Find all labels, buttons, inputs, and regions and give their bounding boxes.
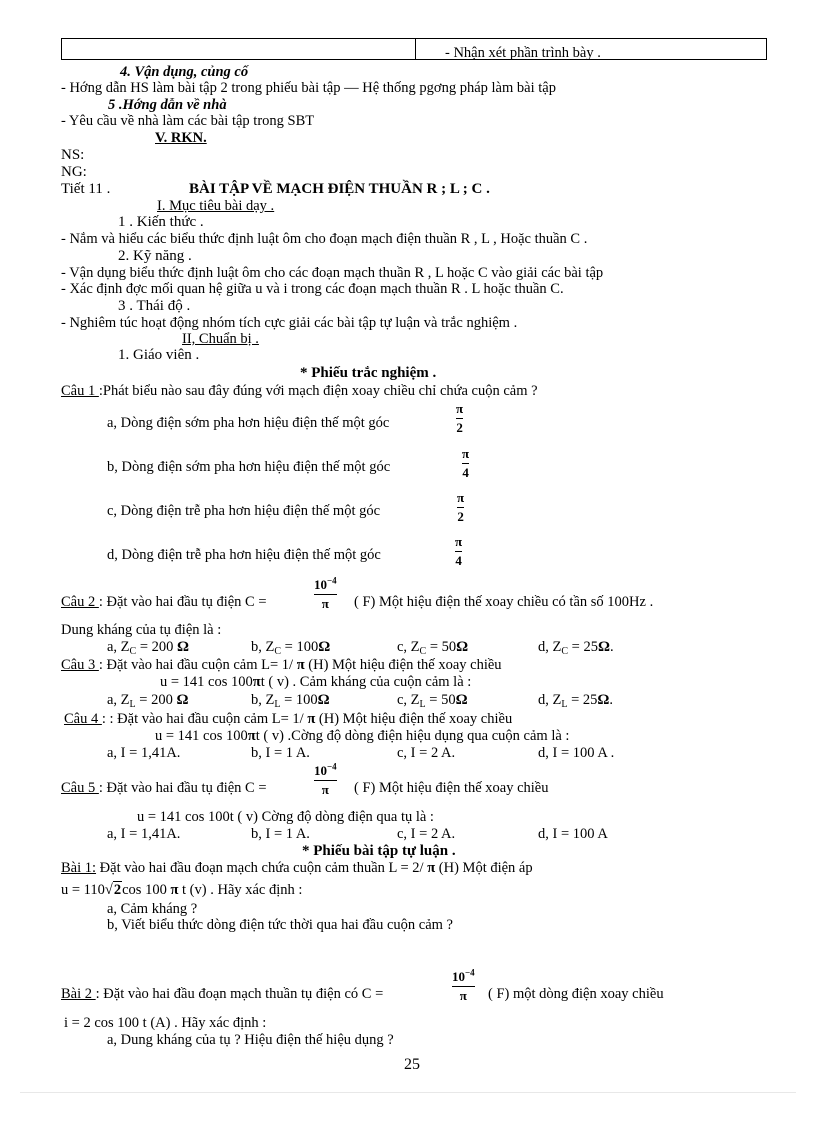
exercise-2-question-a: a, Dung kháng của tụ ? Hiệu điện thế hiệu dụng ? xyxy=(107,1032,394,1048)
pi-symbol: π xyxy=(296,657,305,673)
question-1-label: Câu 1 xyxy=(61,383,99,399)
exercise-2: Bài 2 : Đặt vào hai đầu đoạn mạch thuần tụ điện có C = xyxy=(61,986,384,1002)
table-cell-text: - Nhận xét phần trình bày . xyxy=(445,45,601,61)
q3-option-b: b, $Z_L = 100\Omega$ xyxy=(251,692,330,710)
q4-option-b: b, I = 1 A. xyxy=(251,745,310,761)
fraction-denominator: 2 xyxy=(457,509,464,524)
question-2-rest: ( F) Một hiệu điện thế xoay chiều có tần số 100Hz . xyxy=(354,594,654,610)
question-2 xyxy=(61,594,267,610)
q3-option-a: a, $Z_L = 200$ Ω xyxy=(107,692,189,710)
teacher-heading: 1. Giáo viên . xyxy=(118,347,200,363)
knowledge-text: - Nắm và hiểu các biểu thức định luật ôm cho đoạn mạch điện thuần R , L , Hoặc thuần C . xyxy=(61,231,588,247)
exercise-2-rest: ( F) một dòng điện xoay chiều xyxy=(488,986,664,1002)
skills-heading: 2. Kỹ năng . xyxy=(118,248,192,264)
fraction-numerator: $10^{-4}$ xyxy=(452,967,475,984)
section-heading-apply: 4. Vận dụng, củng cố xyxy=(120,64,249,80)
question-1-text: :Phát biểu nào sau đây đúng với mạch điện xoay chiều chỉ chứa cuộn cảm ? xyxy=(98,383,538,399)
question-5-label: Câu 5 xyxy=(61,780,99,796)
pi-symbol: π xyxy=(307,711,316,727)
q1-option-c: c, Dòng điện trễ pha hơn hiệu điện thế một góc xyxy=(107,503,381,519)
q2-capacitance-fraction xyxy=(314,575,337,611)
question-2-label: Câu 2 xyxy=(61,594,99,610)
question-4: Câu 4 : : Đặt vào hai đầu cuộn cảm L= 1/ π (H) Một hiệu điện thế xoay chiều xyxy=(64,711,513,727)
prep-heading: II, Chuẩn bị . xyxy=(182,331,259,347)
q4-option-c: c, I = 2 A. xyxy=(397,745,456,761)
question-5-rest: ( F) Một hiệu điện thế xoay chiều xyxy=(354,780,549,796)
question-4-equation: u = 141 cos 100πt ( v) .Cờng độ dòng điện hiệu dụng qua cuộn cảm là : xyxy=(155,728,570,744)
ns-label: NS: xyxy=(61,147,85,163)
question-3: Câu 3 : Đặt vào hai đầu cuộn cảm L= 1/ π (H) Một hiệu điện thế xoay chiều xyxy=(61,657,502,673)
q5-option-b: b, I = 1 A. xyxy=(251,826,310,842)
exercise-2-label: Bài 2 xyxy=(61,986,96,1002)
exercise-1-question-a: a, Cảm kháng ? xyxy=(107,901,198,917)
section-heading-homework: 5 .Hớng dẫn về nhà xyxy=(108,97,227,113)
q2-option-a: a, $Z_C = 200$ Ω xyxy=(107,639,190,657)
question-2-text: : Đặt vào hai đầu tụ điện C = xyxy=(98,594,267,610)
question-2-line-2: Dung kháng của tụ điện là : xyxy=(61,622,222,638)
question-5: Câu 5 : Đặt vào hai đầu tụ điện C = xyxy=(61,780,267,796)
q1-option-b: b, Dòng điện sớm pha hơn hiệu điện thế một góc xyxy=(107,459,391,475)
ng-label: NG: xyxy=(61,164,87,180)
rkn-heading: V. RKN. xyxy=(155,130,207,146)
q4-option-d: d, I = 100 A . xyxy=(538,745,615,761)
q2-option-b: b, $Z_C = 100\Omega$ xyxy=(251,639,331,657)
pi-symbol: π xyxy=(427,860,436,876)
knowledge-heading: 1 . Kiến thức . xyxy=(118,214,204,230)
skills-text-1: - Vận dụng biểu thức định luật ôm cho các đoạn mạch thuần R , L hoặc C vào giải các bài tập xyxy=(61,265,604,281)
skills-text-2: - Xác định đợc mối quan hệ giữa u và i trong các đoạn mạch thuần R . L hoặc thuần C. xyxy=(61,281,564,297)
fraction-numerator: π xyxy=(462,446,470,461)
q1-option-a: a, Dòng điện sớm pha hơn hiệu điện thế một góc xyxy=(107,415,390,431)
q2-option-d: d, $Z_C = 25\Omega$. xyxy=(538,639,614,657)
homework-text: - Yêu cầu về nhà làm các bài tập trong SBT xyxy=(61,113,315,129)
q5-option-a: a, I = 1,41A. xyxy=(107,826,181,842)
q2-option-c: c, $Z_C = 50\Omega$ xyxy=(397,639,469,657)
q1-option-b-fraction xyxy=(462,447,469,480)
objectives-heading: I. Mục tiêu bài dạy . xyxy=(157,198,275,214)
question-1 xyxy=(61,383,538,399)
exercise-1-question-b: b, Viết biểu thức dòng điện tức thời qua hai đầu cuộn cảm ? xyxy=(107,917,453,933)
fraction-denominator: 2 xyxy=(456,420,463,435)
mcq-heading: * Phiếu trắc nghiệm . xyxy=(300,365,437,381)
exercise-1-label: Bài 1: xyxy=(61,860,97,876)
q1-option-c-fraction xyxy=(457,491,464,524)
fraction-denominator: π xyxy=(321,782,329,797)
q1-option-d: d, Dòng điện trễ pha hơn hiệu điện thế một góc xyxy=(107,547,381,563)
q5-capacitance-fraction xyxy=(314,761,337,797)
q3-option-d: d, $Z_L = 25\Omega$. xyxy=(538,692,614,710)
q5-option-d: d, I = 100 A xyxy=(538,826,608,842)
page-number: 25 xyxy=(404,1056,420,1073)
fraction-denominator: π xyxy=(321,596,329,611)
previous-table-row xyxy=(61,38,767,60)
q1-option-d-fraction xyxy=(455,535,462,568)
question-5-equation: u = 141 cos 100t ( v) Cờng độ dòng điện qua tụ là : xyxy=(137,809,434,825)
fraction-numerator: $10^{-4}$ xyxy=(314,575,337,592)
q4-option-a: a, I = 1,41A. xyxy=(107,745,181,761)
attitude-heading: 3 . Thái độ . xyxy=(118,298,191,314)
q3-option-c: c, $Z_L = 50\Omega$ xyxy=(397,692,468,710)
lesson-number: Tiết 11 . xyxy=(61,181,111,197)
question-4-label: Câu 4 xyxy=(64,711,102,727)
fraction-numerator: $10^{-4}$ xyxy=(314,761,337,778)
exercise-2-equation: i = 2 cos 100 t (A) . Hãy xác định : xyxy=(64,1015,267,1031)
exercise-1: Bài 1: Đặt vào hai đầu đoạn mạch chứa cuộn cảm thuần L = 2/ π (H) Một điện áp xyxy=(61,860,533,876)
essay-heading: * Phiếu bài tập tự luận . xyxy=(302,843,456,859)
q5-option-c: c, I = 2 A. xyxy=(397,826,456,842)
fraction-denominator: 4 xyxy=(462,465,469,480)
fraction-denominator: π xyxy=(459,988,467,1003)
apply-text: - Hớng dẫn HS làm bài tập 2 trong phiếu bài tập — Hệ thống pgơng pháp làm bài tập xyxy=(61,80,556,96)
fraction-denominator: 4 xyxy=(455,553,462,568)
table-divider xyxy=(415,39,416,59)
bai2-capacitance-fraction xyxy=(452,967,475,1003)
attitude-text: - Nghiêm túc hoạt động nhóm tích cực giải các bài tập tự luận và trắc nghiệm . xyxy=(61,315,518,331)
exercise-1-equation: u = 110√2cos 100 π t (v) . Hãy xác định : xyxy=(61,882,303,898)
question-3-label: Câu 3 xyxy=(61,657,99,673)
page-bottom-divider xyxy=(20,1092,796,1093)
page-title: BÀI TẬP VỀ MẠCH ĐIỆN THUẦN R ; L ; C . xyxy=(189,181,490,197)
question-3-equation: u = 141 cos 100πt ( v) . Cảm kháng của cuộn cảm là : xyxy=(160,674,472,690)
q1-option-a-fraction xyxy=(456,402,463,435)
fraction-numerator: π xyxy=(455,534,463,549)
fraction-numerator: π xyxy=(456,401,464,416)
fraction-numerator: π xyxy=(457,490,465,505)
